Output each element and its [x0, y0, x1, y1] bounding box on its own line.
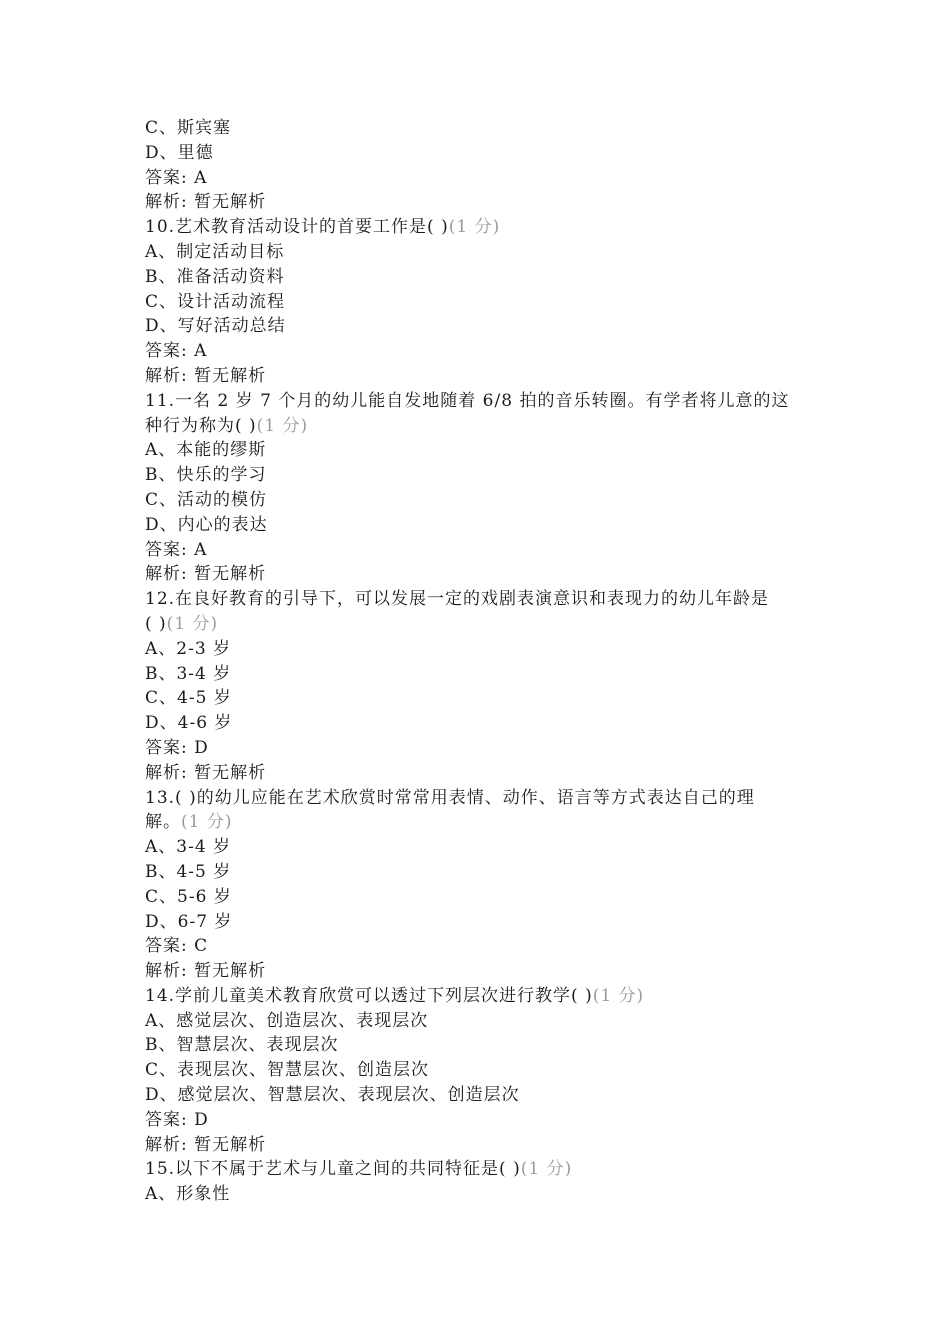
document-page — [145, 116, 825, 1207]
option-line: D、4-6 岁 — [145, 713, 233, 734]
question-text: 15.以下不属于艺术与儿童之间的共同特征是( ) — [145, 1159, 521, 1180]
option-line: B、快乐的学习 — [145, 465, 267, 486]
answer-line: 答案: A — [145, 167, 208, 188]
option-line: C、活动的模仿 — [145, 489, 268, 510]
score-label: (1 分) — [520, 1159, 573, 1180]
question-text: 解。 — [145, 812, 181, 833]
answer-line: 答案: C — [145, 936, 209, 957]
answer-line: 答案: A — [145, 341, 208, 362]
question-stem-continued — [145, 612, 825, 637]
score-label: (1 分) — [181, 812, 233, 833]
analysis-line: 解析: 暂无解析 — [145, 365, 267, 386]
option-line: C、表现层次、智慧层次、创造层次 — [145, 1060, 430, 1081]
analysis-line: 解析: 暂无解析 — [145, 762, 267, 783]
answer-line: 答案: A — [145, 539, 208, 560]
option-line: C、4-5 岁 — [145, 688, 232, 709]
option-line: A、本能的缪斯 — [145, 440, 267, 461]
option-line: D、里德 — [145, 142, 214, 163]
question-text: 14.学前儿童美术教育欣赏可以透过下列层次进行教学( ) — [145, 985, 593, 1006]
analysis-line: 解析: 暂无解析 — [145, 192, 267, 213]
score-label: (1 分) — [448, 217, 501, 238]
question-stem — [145, 1157, 825, 1182]
question-text: ( ) — [145, 613, 167, 634]
option-line: B、3-4 岁 — [145, 663, 232, 684]
question-stem — [145, 984, 825, 1009]
question-stem: 11.一名 2 岁 7 个月的幼儿能自发地随着 6/8 拍的音乐转圈。有学者将儿意的这 — [145, 390, 790, 411]
analysis-line: 解析: 暂无解析 — [145, 564, 267, 585]
option-line: A、制定活动目标 — [145, 241, 285, 262]
option-line: A、形象性 — [145, 1184, 231, 1205]
option-line: D、感觉层次、智慧层次、表现层次、创造层次 — [145, 1085, 520, 1106]
option-line: B、智慧层次、表现层次 — [145, 1035, 339, 1056]
question-stem: 12.在良好教育的引导下，可以发展一定的戏剧表演意识和表现力的幼儿年龄是 — [145, 589, 770, 610]
question-stem: 13.( )的幼儿应能在艺术欣赏时常常用表情、动作、语言等方式表达自己的理 — [145, 787, 755, 808]
option-line: C、斯宾塞 — [145, 118, 232, 138]
analysis-line: 解析: 暂无解析 — [145, 1134, 267, 1155]
option-line: A、2-3 岁 — [145, 638, 232, 659]
question-text: 10.艺术教育活动设计的首要工作是( ) — [145, 217, 449, 238]
option-line: D、写好活动总结 — [145, 316, 286, 337]
option-line: D、6-7 岁 — [145, 911, 233, 932]
option-line: C、设计活动流程 — [145, 291, 286, 312]
option-line: A、3-4 岁 — [145, 837, 232, 858]
option-line: B、准备活动资料 — [145, 266, 285, 287]
score-label: (1 分) — [256, 415, 309, 436]
option-line: B、4-5 岁 — [145, 861, 232, 882]
option-line: D、内心的表达 — [145, 514, 268, 535]
option-line: C、5-6 岁 — [145, 886, 232, 907]
question-text: 种行为称为( ) — [145, 415, 257, 436]
question-stem-continued — [145, 414, 825, 439]
answer-line: 答案: D — [145, 737, 209, 758]
answer-line: 答案: D — [145, 1109, 209, 1130]
analysis-line: 解析: 暂无解析 — [145, 961, 267, 982]
question-stem-continued — [145, 810, 825, 835]
question-stem — [145, 215, 825, 240]
score-label: (1 分) — [592, 985, 645, 1006]
option-line: A、感觉层次、创造层次、表现层次 — [145, 1010, 429, 1031]
score-label: (1 分) — [166, 613, 219, 634]
